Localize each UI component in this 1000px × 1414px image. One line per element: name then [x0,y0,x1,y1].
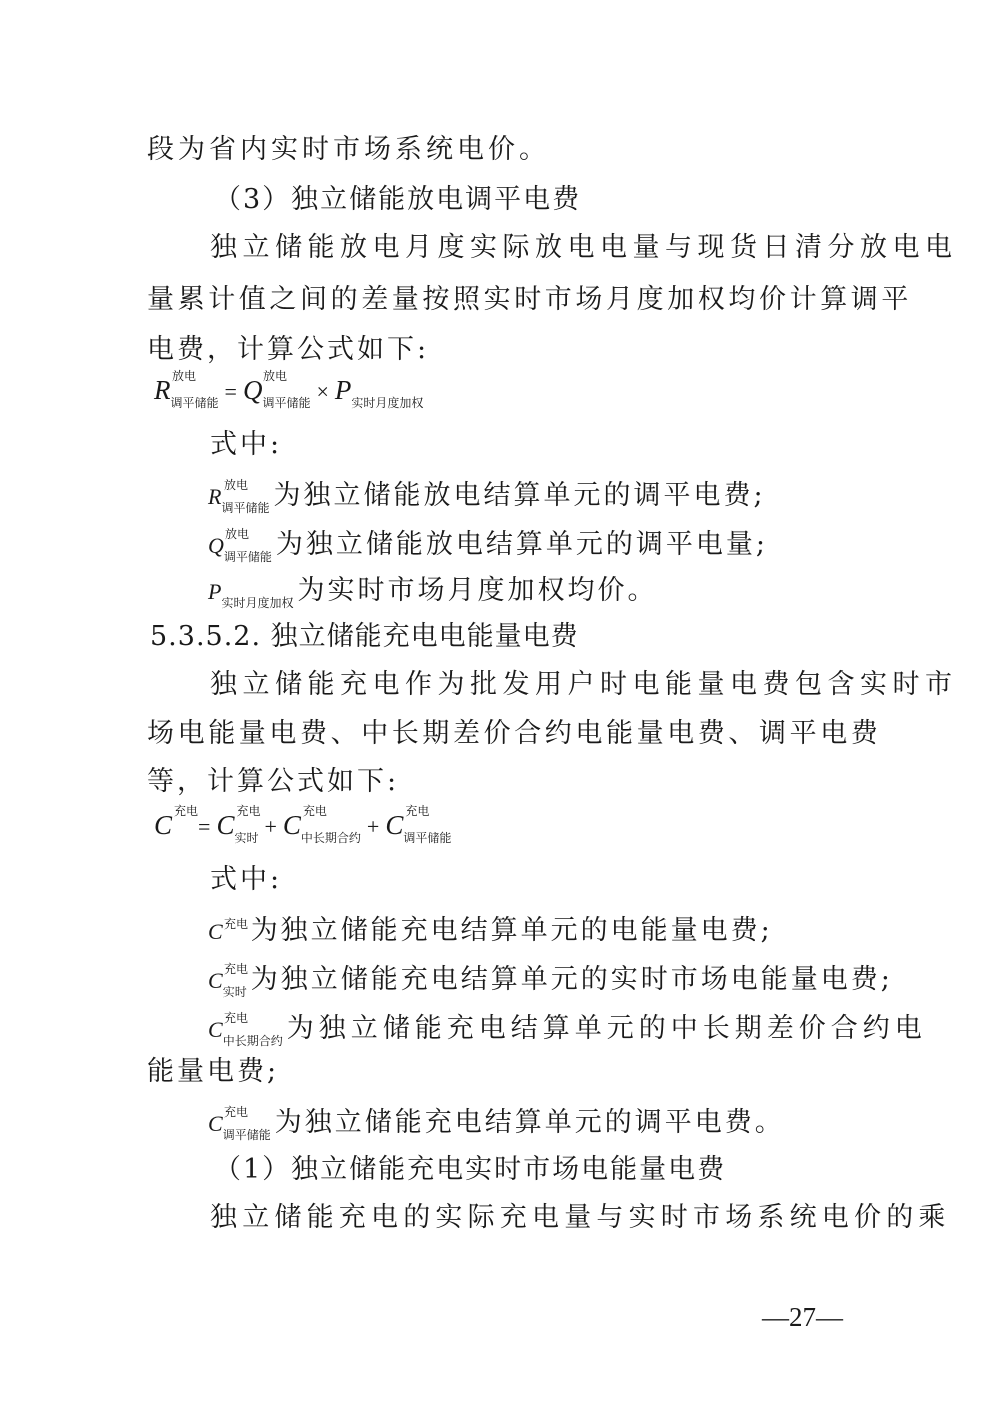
definition-text: 为独立储能放电结算单元的调平电量; [275,529,769,560]
formula-term [154,804,199,841]
formula-charge-fee [154,804,452,845]
formula-term [334,375,424,410]
formula-variable: Q [242,375,263,405]
formula-term [208,527,272,564]
definition-line [208,957,893,999]
formula-variable: P [208,579,222,604]
paragraph-line: 量累计值之间的差量按照实时市场月度加权均价计算调平 [147,284,912,315]
formula-subscript: 实时 [222,985,247,999]
formula-variable: Q [208,533,224,558]
formula-superscript: 充电 [224,962,249,976]
formula-superscript: 充电 [224,1105,249,1119]
formula-subscript: 实时 [234,831,259,845]
formula-subscript: 实时月度加权 [221,596,294,610]
paragraph-line: 能量电费; [147,1056,280,1087]
formula-subscript: 调平储能 [222,1128,271,1142]
formula-subscript: 调平储能 [221,501,270,515]
formula-operator: = [224,379,237,404]
paragraph-line: 电费，计算公式如下: [147,334,430,365]
formula-variable: C [385,810,404,840]
formula-variable: C [282,810,301,840]
formula-term [154,369,219,410]
formula-subscript: 实时月度加权 [351,396,424,410]
formula-term [208,478,270,515]
formula-subscript: 调平储能 [403,831,452,845]
formula-superscript: 放电 [225,527,250,541]
formula-term [282,804,361,845]
section-heading: 5.3.5.2. 独立储能充电电能量电费 [150,621,579,652]
formula-operator: = [198,814,211,839]
formula-subscript: 调平储能 [223,550,272,564]
formula-term [242,369,311,410]
formula-superscript: 充电 [302,804,327,818]
paragraph-line: 独立储能放电月度实际放电电量与现货日清分放电电 [210,232,958,263]
formula-superscript: 充电 [405,804,430,818]
section-subheading: （3）独立储能放电调平电费 [214,184,582,215]
formula-term [208,579,294,610]
paragraph-line: 等，计算公式如下: [147,766,400,797]
definition-line [208,908,773,947]
definition-line [208,522,769,564]
formula-superscript: 放电 [172,369,197,383]
formula-variable: C [208,1111,223,1136]
formula-term [385,804,452,845]
definition-line [208,568,658,610]
formula-variable: C [208,1017,223,1042]
formula-term [216,804,261,845]
formula-subscript: 调平储能 [170,396,219,410]
paragraph-line: 段为省内实时市场系统电价。 [147,134,550,165]
formula-superscript: 充电 [224,917,249,931]
formula-variable: C [154,810,173,840]
paragraph-line: 式中: [210,864,283,895]
formula-variable: C [216,810,235,840]
formula-variable: P [334,375,352,405]
formula-term [208,917,249,945]
formula-superscript: 放电 [262,369,287,383]
formula-term [208,1011,283,1048]
formula-operator: + [366,814,380,839]
section-subheading: （1）独立储能充电实时市场电能量电费 [214,1154,727,1185]
formula-variable: R [154,375,171,405]
definition-text: 为独立储能充电结算单元的电能量电费; [250,915,773,946]
formula-subscript: 中长期合约 [222,1034,283,1048]
formula-subscript: 中长期合约 [300,831,361,845]
definition-line [208,473,766,515]
formula-term [208,962,249,999]
definition-text: 为独立储能充电结算单元的中长期差价合约电 [286,1013,927,1044]
definition-text: 为独立储能充电结算单元的实时市场电能量电费; [250,964,893,995]
paragraph-line: 式中: [210,429,283,460]
formula-variable: R [208,484,222,509]
formula-operator: + [264,814,277,839]
formula-superscript: 充电 [236,804,261,818]
definition-text: 为独立储能充电结算单元的调平电费。 [274,1107,785,1138]
formula-variable: C [208,919,223,944]
formula-discharge-fee [154,369,424,410]
formula-term [208,1105,271,1142]
paragraph-line: 独立储能充电的实际充电量与实时市场系统电价的乘 [210,1202,951,1233]
definition-text: 为实时市场月度加权均价。 [297,575,658,606]
formula-operator: × [316,379,329,404]
paragraph-line: 场电能量电费、中长期差价合约电能量电费、调平电费 [147,718,882,749]
formula-variable: C [208,968,223,993]
formula-superscript: 放电 [224,478,249,492]
definition-line [208,1100,785,1142]
formula-superscript: 充电 [174,804,199,818]
definition-line [208,1006,927,1048]
formula-subscript: 调平储能 [262,396,311,410]
formula-superscript: 充电 [224,1011,249,1025]
paragraph-line: 独立储能充电作为批发用户时电能量电费包含实时市 [210,669,958,700]
definition-text: 为独立储能放电结算单元的调平电费; [273,480,766,511]
page-number: —27— [762,1302,843,1332]
